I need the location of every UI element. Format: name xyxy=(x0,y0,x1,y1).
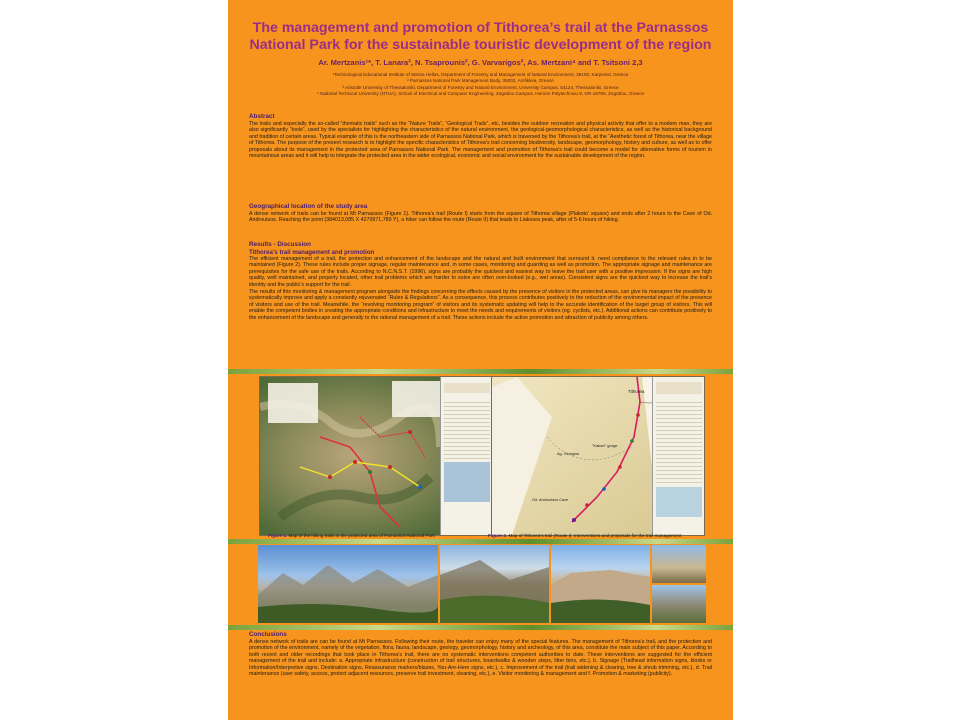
legend-entries xyxy=(656,399,702,484)
poster xyxy=(228,0,733,720)
abstract-section xyxy=(249,113,712,160)
figure-2-legend xyxy=(652,377,705,535)
results-section xyxy=(249,241,712,321)
legend-inset-map xyxy=(656,487,702,517)
results-paragraph-2: The results of this monitoring & management program alongside the findings concerning the effects caused by the presence of visitors in the protected areas, can give its managers the possibility to systematically improve and apply a constantly rejuvenated “Rules & Regulations”. As a consequence, this process contributes positively to the reduction of the environmental impact of the presence of visitors and use of the trail. Meanwhile, the “revolving monitoring program” of visitors and its systematic updating will help to the accurate identification of the target group of visitors. This will enable the competent bodies in creating the appropriate conditions and infrastructure to meet the needs and requirements of visitors (eg. cyclists, etc.). Additional actions can contribute positively to the enhancement of the landscape and generally to the rational management of a trail. These actions include the active promotion and attraction of publicity among others. xyxy=(249,288,712,321)
figure-1-legend xyxy=(440,377,493,535)
conclusions-text: A dense network of trails are can be found at Mt Parnassos. Following their route, the traveler can enjoy many of the special features. The management of Tithorea’s trail, and the protection and promotion of the environment, namely of the vegetation, flora, fauna, landscape, geology, geomorphology, history and archeology, of this area, constitute the main subject of this paper. According to both recent and older recordings that took place in Tithorea’s trail, there are no systematic interventions competent authorities to date. These interventions are suggested for the efficient management of the trail and include: a. Appropriate infrastructure (construction of trail structures, boardwalks & wooden steps, litter bins, etc.), b. Signage (Trailhead information signs, kiosks or Information/Interpretive signs, Destination signs, Reassurance markers/blazes, You-Are-Here signs, etc.), c. Improvement of the trail (trail widening & clearing, tree & shrub trimming, etc.), d. Trail maintenance (user safety, access, protect adjacent resources, preserve trail investment, cleaning, etc.), e. Visitor monitoring & management and f. Promotion & marketing (publicity). xyxy=(249,638,712,678)
affiliation-1: ¹Technological Educational Institute of Sterea Hellas, Department of Forestry and Management of Natural Environment, 36100, Karpenisi, Greece xyxy=(332,72,629,77)
poster-title: The management and promotion of Tithorea’s trail at the Parnassos National Park for the sustainable touristic development of the region xyxy=(249,20,712,53)
abstract-heading: Abstract xyxy=(249,113,275,120)
legend-entries xyxy=(444,399,490,459)
photo-mountain-panorama xyxy=(258,545,438,623)
figure-1-caption xyxy=(268,533,435,538)
geo-heading: Geographical location of the study area xyxy=(249,203,368,210)
legend-inset-map xyxy=(444,462,490,502)
figure-2-caption-text: Map of Tithorea’s trail (Route I): Interventions and proposals for the trail management xyxy=(508,533,682,538)
photo-rock-bottom xyxy=(652,585,706,623)
photo-cliffs xyxy=(551,545,650,623)
figure-1-map xyxy=(259,376,493,536)
conclusions-section xyxy=(249,631,712,678)
results-paragraph-1: The efficient management of a trail, the protection and enhancement of the landscape and the natural and built environment that surround it, need compliance to the relevant rules in to be maintained (Figure 2). These rules include proper signage, regular maintenance and, in some cases, monitoring and guarding as well as promotion. The appropriate signage and maintenance are prerequisites for the safe use of the trails. According to N.C.N.S.T. (1996), signs are probably the quickest and easiest way to leave the trail user with a positive impression. If the signs are high quality, well maintained, and properly located, other trail problems which are harder to solve are often over-looked (e.g., wet areas). Consistent signs are the quickest way to increase the trail’s identity and the public’s support for the trail. xyxy=(249,255,712,288)
affiliation-3: ³ Aristotle University of Thessaloniki, Department of Forestry and Natural Environment, University Campus, 54124, Thessaloniki, Greece xyxy=(342,84,619,90)
decorative-band-bottom xyxy=(228,625,733,630)
affiliation-4: ⁴ National Technical University (NTUA), School of Electrical and Computer Engineering, Zografou Campus, Heroon Polytechniou 9, GR-15780, Zografou, Greece xyxy=(316,91,645,97)
photo-valley xyxy=(440,545,549,623)
conclusions-heading: Conclusions xyxy=(249,631,287,638)
photo-rock-top xyxy=(652,545,706,583)
affiliations xyxy=(238,72,723,98)
affiliation-2: ² Parnassos National Park Management Body, 35002, Amfikleia, Greece xyxy=(407,78,554,84)
map-label-cave: Od. Androutsos Cave xyxy=(532,498,569,502)
map-label-gorge: "Kakari" gorge xyxy=(592,443,618,448)
map-label-chapel: Ag. Georgios xyxy=(557,452,580,456)
decorative-band-middle xyxy=(228,539,733,544)
results-heading: Results - Discussion xyxy=(249,241,311,248)
map-label-village: Tithorea xyxy=(628,389,645,394)
geo-text: A dense network of trails can be found at Mt Parnassos (Figure 1). Tithorea’s trail (Route I) starts from the square of Tithorea village (Plakoto’ square) and ends after 2 hours to the Cave of Od. Androutsos. Reaching the point (384013,085 X 4270971,789 Y), a hiker can follow the route (Route II) that leads to Liakoura peak, after of 5-6 hours of hiking. xyxy=(249,210,712,224)
results-subheading: Tithorea’s trail management and promotion xyxy=(249,248,375,256)
figure-1-caption-text: Map of the hiking trails in the protected area of Parnassos National Park xyxy=(288,533,435,538)
figure-1-caption-label: Figure 1. xyxy=(268,533,288,538)
legend-logo xyxy=(656,382,702,394)
decorative-band-top xyxy=(228,369,733,374)
figure-2-caption xyxy=(488,533,681,538)
geo-section xyxy=(249,203,712,224)
abstract-text: The trails and especially the so-called “thematic trails” such as the “Nature Trails”, “Geological Trails”, etc, besides the outdoor recreation and physical activity that offer to a modern man, they are also significantly “tools”, used by the specialists for highlighting the characteristics of the natural environment, the geological-geomorphological characteristics, as well as the historical background and tradition of certain areas. Typical example of this is the northeastern side of Parnassos National Park, which is traversed by the Tithorea’s trail, at the “Aesthetic forest of Tithorea, near the village of Tithorea. The purpose of the present research is to highlight the specific characteristics of Tithorea’s trail concerning biodiversity, landscape, geomorphology, history and culture, as well as to offer proposals about its management in the protected area of Parnassos National Park. The management and promotion of Tithorea’s trail could become a model for alternative forms of tourism in mountainous areas and it will help to integrate the protected area in the wider ecological, economic and social environment for the sustainable development of the region. xyxy=(249,120,712,160)
figure-2-map xyxy=(491,376,705,536)
figure-2-caption-label: Figure 2. xyxy=(488,533,508,538)
legend-logo xyxy=(444,383,490,393)
authors-line: Ar. Mertzanis¹*, T. Lanara², N. Tsaprounis², G. Varvarigos², As. Mertzani⁴ and T. Tsitsoni 2,3 xyxy=(318,58,643,67)
